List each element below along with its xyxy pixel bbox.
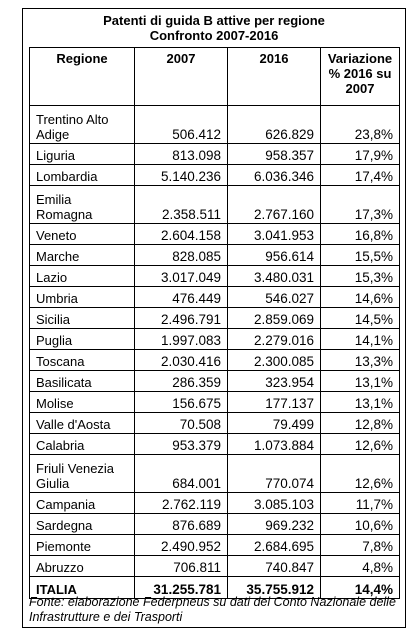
row-variation: 10,6% (321, 514, 400, 535)
row-2016: 770.074 (228, 455, 321, 493)
header-region: Regione (30, 48, 135, 106)
row-2016: 969.232 (228, 514, 321, 535)
row-region: Piemonte (30, 535, 135, 556)
row-region: Friuli Venezia Giulia (30, 455, 135, 493)
header-2007: 2007 (135, 48, 228, 106)
row-2016: 626.829 (228, 106, 321, 144)
row-2007: 953.379 (135, 434, 228, 455)
row-2016: 323.954 (228, 371, 321, 392)
row-region: Toscana (30, 350, 135, 371)
table-row (30, 371, 400, 392)
row-2016: 956.614 (228, 245, 321, 266)
table-row (30, 434, 400, 455)
row-2007: 706.811 (135, 556, 228, 577)
row-region: Lombardia (30, 165, 135, 186)
row-region: Trentino Alto Adige (30, 106, 135, 144)
row-2007: 506.412 (135, 106, 228, 144)
row-region: Umbria (30, 287, 135, 308)
row-2007: 2.358.511 (135, 186, 228, 224)
table-row (30, 245, 400, 266)
row-2007: 5.140.236 (135, 165, 228, 186)
row-region: Emilia Romagna (30, 186, 135, 224)
row-2016: 1.073.884 (228, 434, 321, 455)
row-variation: 15,3% (321, 266, 400, 287)
table-row (30, 287, 400, 308)
table-row (30, 350, 400, 371)
row-region: Basilicata (30, 371, 135, 392)
table-title (23, 9, 405, 43)
row-2007: 2.030.416 (135, 350, 228, 371)
row-2016: 2.684.695 (228, 535, 321, 556)
row-2016: 79.499 (228, 413, 321, 434)
row-2007: 2.604.158 (135, 224, 228, 245)
title-line-1: Patenti di guida B attive per regione (103, 13, 325, 28)
row-region: Valle d'Aosta (30, 413, 135, 434)
row-2016: 2.859.069 (228, 308, 321, 329)
table-row (30, 493, 400, 514)
table-row (30, 535, 400, 556)
row-region: Puglia (30, 329, 135, 350)
table-frame (22, 8, 406, 628)
row-2016: 3.041.953 (228, 224, 321, 245)
row-2016: 3.085.103 (228, 493, 321, 514)
row-variation: 15,5% (321, 245, 400, 266)
total-2007: 31.255.781 (135, 577, 228, 599)
header-row (30, 48, 400, 106)
row-variation: 14,6% (321, 287, 400, 308)
table-row (30, 329, 400, 350)
row-variation: 13,1% (321, 371, 400, 392)
table-body (30, 106, 400, 577)
table-row (30, 392, 400, 413)
row-variation: 17,3% (321, 186, 400, 224)
total-2016: 35.755.912 (228, 577, 321, 599)
row-variation: 16,8% (321, 224, 400, 245)
row-2007: 286.359 (135, 371, 228, 392)
row-variation: 13,1% (321, 392, 400, 413)
table-row (30, 266, 400, 287)
row-2007: 156.675 (135, 392, 228, 413)
row-2016: 2.767.160 (228, 186, 321, 224)
total-region: ITALIA (30, 577, 135, 599)
table-row (30, 165, 400, 186)
table-row (30, 144, 400, 165)
table-row (30, 556, 400, 577)
row-variation: 17,9% (321, 144, 400, 165)
row-variation: 13,3% (321, 350, 400, 371)
row-2007: 876.689 (135, 514, 228, 535)
row-region: Molise (30, 392, 135, 413)
row-2016: 3.480.031 (228, 266, 321, 287)
header-variation: Variazione % 2016 su 2007 (321, 48, 400, 106)
table-row (30, 455, 400, 493)
table-row (30, 308, 400, 329)
row-region: Lazio (30, 266, 135, 287)
row-2007: 2.490.952 (135, 535, 228, 556)
row-region: Sicilia (30, 308, 135, 329)
row-2016: 2.279.016 (228, 329, 321, 350)
row-2007: 2.762.119 (135, 493, 228, 514)
row-2016: 177.137 (228, 392, 321, 413)
row-2007: 3.017.049 (135, 266, 228, 287)
row-variation: 4,8% (321, 556, 400, 577)
row-variation: 11,7% (321, 493, 400, 514)
row-2016: 546.027 (228, 287, 321, 308)
row-variation: 14,1% (321, 329, 400, 350)
header-2016: 2016 (228, 48, 321, 106)
row-variation: 12,8% (321, 413, 400, 434)
row-2016: 6.036.346 (228, 165, 321, 186)
row-region: Abruzzo (30, 556, 135, 577)
row-2007: 813.098 (135, 144, 228, 165)
row-2007: 1.997.083 (135, 329, 228, 350)
row-2016: 2.300.085 (228, 350, 321, 371)
row-variation: 7,8% (321, 535, 400, 556)
table-row (30, 186, 400, 224)
table-row (30, 224, 400, 245)
row-2007: 476.449 (135, 287, 228, 308)
row-variation: 23,8% (321, 106, 400, 144)
row-region: Sardegna (30, 514, 135, 535)
row-2007: 684.001 (135, 455, 228, 493)
total-variation: 14,4% (321, 577, 400, 599)
row-variation: 14,5% (321, 308, 400, 329)
row-variation: 17,4% (321, 165, 400, 186)
row-region: Veneto (30, 224, 135, 245)
row-region: Marche (30, 245, 135, 266)
row-region: Calabria (30, 434, 135, 455)
table-row (30, 106, 400, 144)
row-2007: 70.508 (135, 413, 228, 434)
license-table (29, 47, 400, 599)
row-2016: 958.357 (228, 144, 321, 165)
row-region: Campania (30, 493, 135, 514)
row-2007: 828.085 (135, 245, 228, 266)
title-line-2: Confronto 2007-2016 (149, 28, 279, 43)
table-row (30, 413, 400, 434)
table-row (30, 514, 400, 535)
row-2007: 2.496.791 (135, 308, 228, 329)
row-variation: 12,6% (321, 455, 400, 493)
row-region: Liguria (30, 144, 135, 165)
source-note: Fonte: elaborazione Federpneus su dati del Conto Nazionale delle Infrastrutture e dei Trasporti (29, 595, 396, 624)
row-2016: 740.847 (228, 556, 321, 577)
row-variation: 12,6% (321, 434, 400, 455)
